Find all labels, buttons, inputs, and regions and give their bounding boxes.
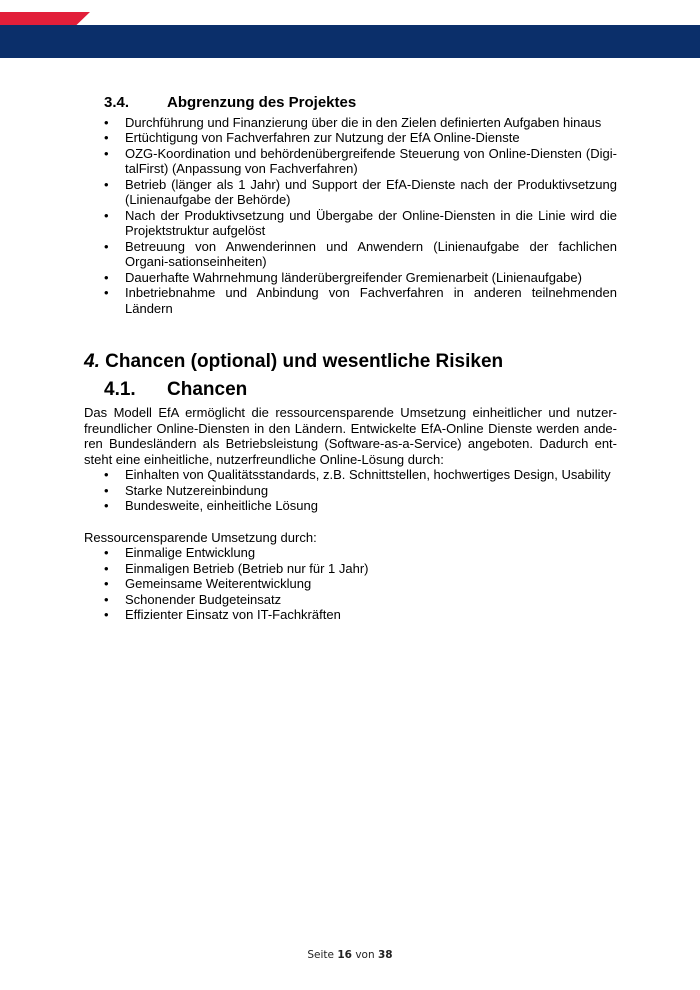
list-item: • Einmalige Entwicklung <box>84 545 617 561</box>
list-item: • OZG-Koordination und behördenübergreifende Steuerung von Online-Diensten (Digi-talFirst) (Anpassung von Fachverfahren) <box>84 146 617 177</box>
footer-middle: von <box>355 949 375 961</box>
page-footer <box>0 949 700 961</box>
page-number-total: 38 <box>377 949 393 961</box>
heading-3-4 <box>104 95 617 111</box>
list-item: • Starke Nutzereinbindung <box>84 483 617 499</box>
list-item: • Bundesweite, einheitliche Lösung <box>84 498 617 514</box>
heading-number: 4. <box>84 351 100 372</box>
chances-list <box>84 467 617 514</box>
resources-list <box>84 545 617 623</box>
list-item: • Gemeinsame Weiterentwicklung <box>84 576 617 592</box>
list-item: • Einhalten von Qualitätsstandards, z.B. Schnittstellen, hochwertiges Design, Usability <box>84 467 617 483</box>
paragraph-intro: Das Modell EfA ermöglicht die ressourcensparende Umsetzung einheitlicher und nutzer-freundlicher Online-Diensten in den Ländern. Entwickelte EfA-Online Dienste werden ande-ren Bundesländern als Betriebsleistung (Software-as-a-Service) angeboten. Dadurch ent-steht eine einheitliche, nutzerfreundliche Online-Lösung durch: <box>84 405 617 467</box>
list-item: • Ertüchtigung von Fachverfahren zur Nutzung der EfA Online-Dienste <box>84 130 617 146</box>
page-content <box>84 95 617 623</box>
list-item: • Betrieb (länger als 1 Jahr) und Support der EfA-Dienste nach der Produktivsetzung (Linienaufgabe der Behörde) <box>84 177 617 208</box>
heading-number: 4.1. <box>104 378 136 400</box>
page-number-current: 16 <box>337 949 352 961</box>
heading-4 <box>84 351 617 372</box>
footer-prefix: Seite <box>307 949 335 961</box>
paragraph-resources: Ressourcensparende Umsetzung durch: <box>84 529 317 545</box>
heading-title: Abgrenzung des Projektes <box>167 94 357 111</box>
list-item: • Betreuung von Anwenderinnen und Anwendern (Linienaufgabe der fachlichen Organi-sationseinheiten) <box>84 239 617 270</box>
heading-number: 3.4. <box>104 94 130 111</box>
heading-title: Chancen (optional) und wesentliche Risiken <box>105 351 504 372</box>
list-item: • Durchführung und Finanzierung über die in den Zielen definierten Aufgaben hinaus <box>84 115 617 131</box>
list-item: • Schonender Budgeteinsatz <box>84 592 617 608</box>
heading-4-1 <box>104 378 617 400</box>
list-item: • Nach der Produktivsetzung und Übergabe der Online-Diensten in die Linie wird die Projektstruktur aufgelöst <box>84 208 617 239</box>
header-bar <box>0 25 700 58</box>
heading-title: Chancen <box>167 378 248 400</box>
list-item: • Inbetriebnahme und Anbindung von Fachverfahren in anderen teilnehmenden Ländern <box>84 285 617 316</box>
list-item: • Dauerhafte Wahrnehmung länderübergreifender Gremienarbeit (Linienaufgabe) <box>84 270 617 286</box>
list-item: • Effizienter Einsatz von IT-Fachkräften <box>84 607 617 623</box>
list-item: • Einmaligen Betrieb (Betrieb nur für 1 Jahr) <box>84 561 617 577</box>
scope-list <box>84 115 617 317</box>
